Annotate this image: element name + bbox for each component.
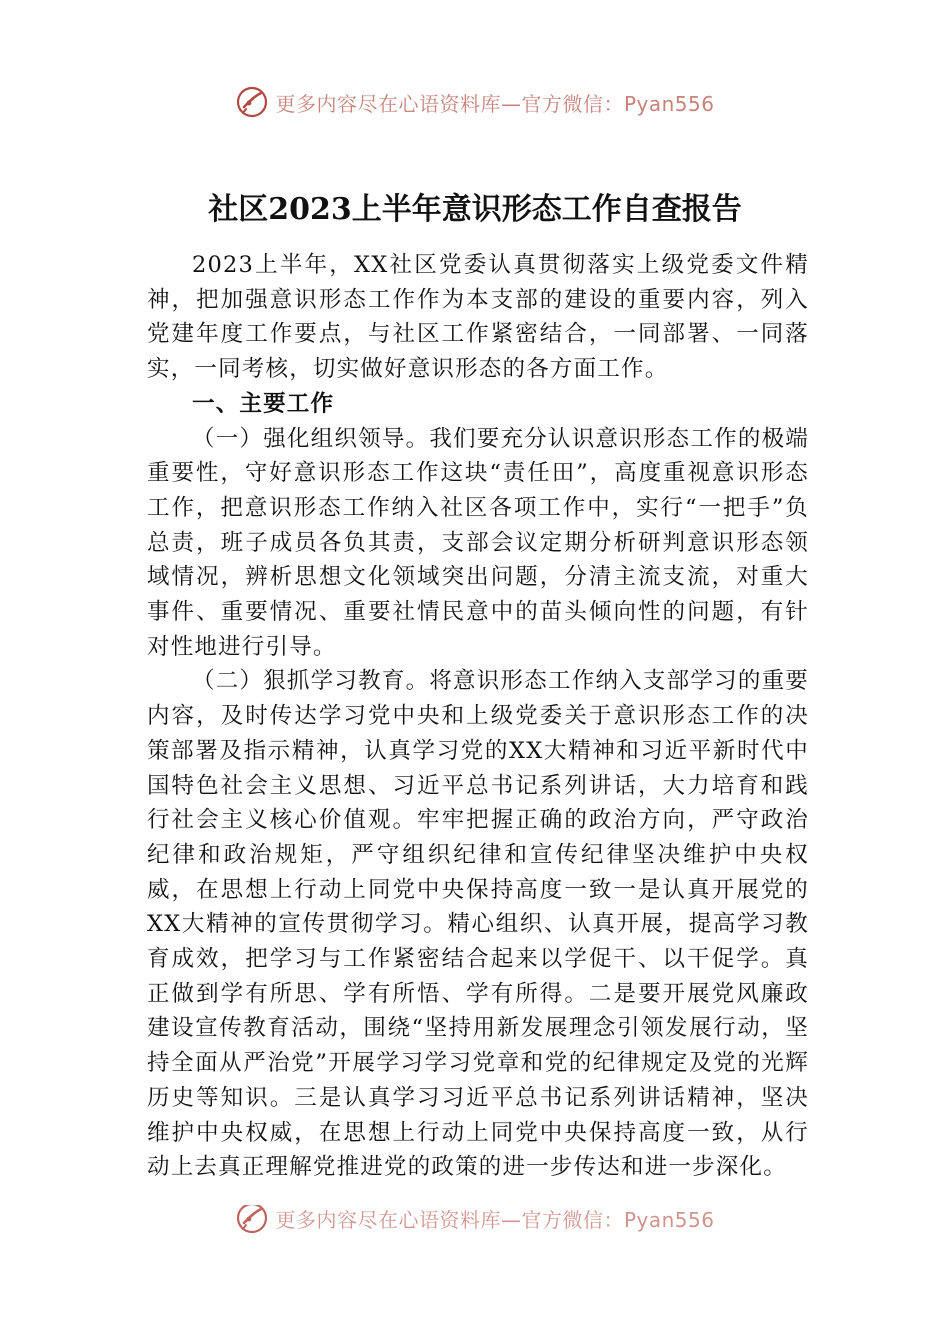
watermark-group	[235, 1205, 714, 1235]
paragraph-study-education: （二）狠抓学习教育。将意识形态工作纳入支部学习的重要内容，及时传达学习党中央和上级党委关于意识形态工作的决策部署及指示精神，认真学习党的XX大精神和习近平新时代中国特色社会主义思想、习近平总书记系列讲话，大力培育和践行社会主义核心价值观。牢牢把握正确的政治方向，严守政治纪律和政治规矩，严守组织纪律和宣传纪律坚决维护中央权威，在思想上行动上同党中央保持高度一致一是认真开展党的XX大精神的宣传贯彻学习。精心组织、认真开展，提高学习教育成效，把学习与工作紧密结合起来以学促干、以干促学。真正做到学有所思、学有所悟、学有所得。二是要开展党风廉政建设宣传教育活动，围绕“坚持用新发展理念引领发展行动，坚持全面从严治党”开展学习学习党章和党的纪律规定及党的光辉历史等知识。三是认真学习习近平总书记系列讲话精神，坚决维护中央权威，在思想上行动上同党中央保持高度一致，从行动上去真正理解党推进党的政策的进一步传达和进一步深化。	[147, 668, 809, 1181]
watermark-text: 更多内容尽在心语资料库—官方微信：Pyan556	[275, 91, 715, 116]
header-watermark-banner	[0, 82, 950, 122]
watermark-text: 更多内容尽在心语资料库—官方微信：Pyan556	[275, 1207, 715, 1232]
watermark-group	[235, 85, 714, 119]
pen-logo-icon	[235, 85, 269, 119]
document-title: 社区2023上半年意识形态工作自查报告	[208, 192, 742, 227]
paragraph-organization-leadership: （一）强化组织领导。我们要充分认识意识形态工作的极端重要性，守好意识形态工作这块“责任田”，高度重视意识形态工作，把意识形态工作纳入社区各项工作中，实行“一把手”负总责，班子成员各负其责，支部会议定期分析研判意识形态领域情况，辨析思想文化领域突出问题，分清主流支流，对重大事件、重要情况、重要社情民意中的苗头倾向性的问题，有针对性地进行引导。	[147, 425, 809, 660]
section-heading: 一、主要工作	[192, 390, 335, 417]
footer-watermark-banner	[0, 1205, 950, 1243]
document-body	[147, 248, 809, 1185]
intro-paragraph: 2023上半年，XX社区党委认真贯彻落实上级党委文件精神，把加强意识形态工作作为本支部的建设的重要内容，列入党建年度工作要点，与社区工作紧密结合，一同部署、一同落实，一同考核，切实做好意识形态的各方面工作。	[147, 252, 809, 383]
pen-logo-icon	[235, 1205, 269, 1235]
